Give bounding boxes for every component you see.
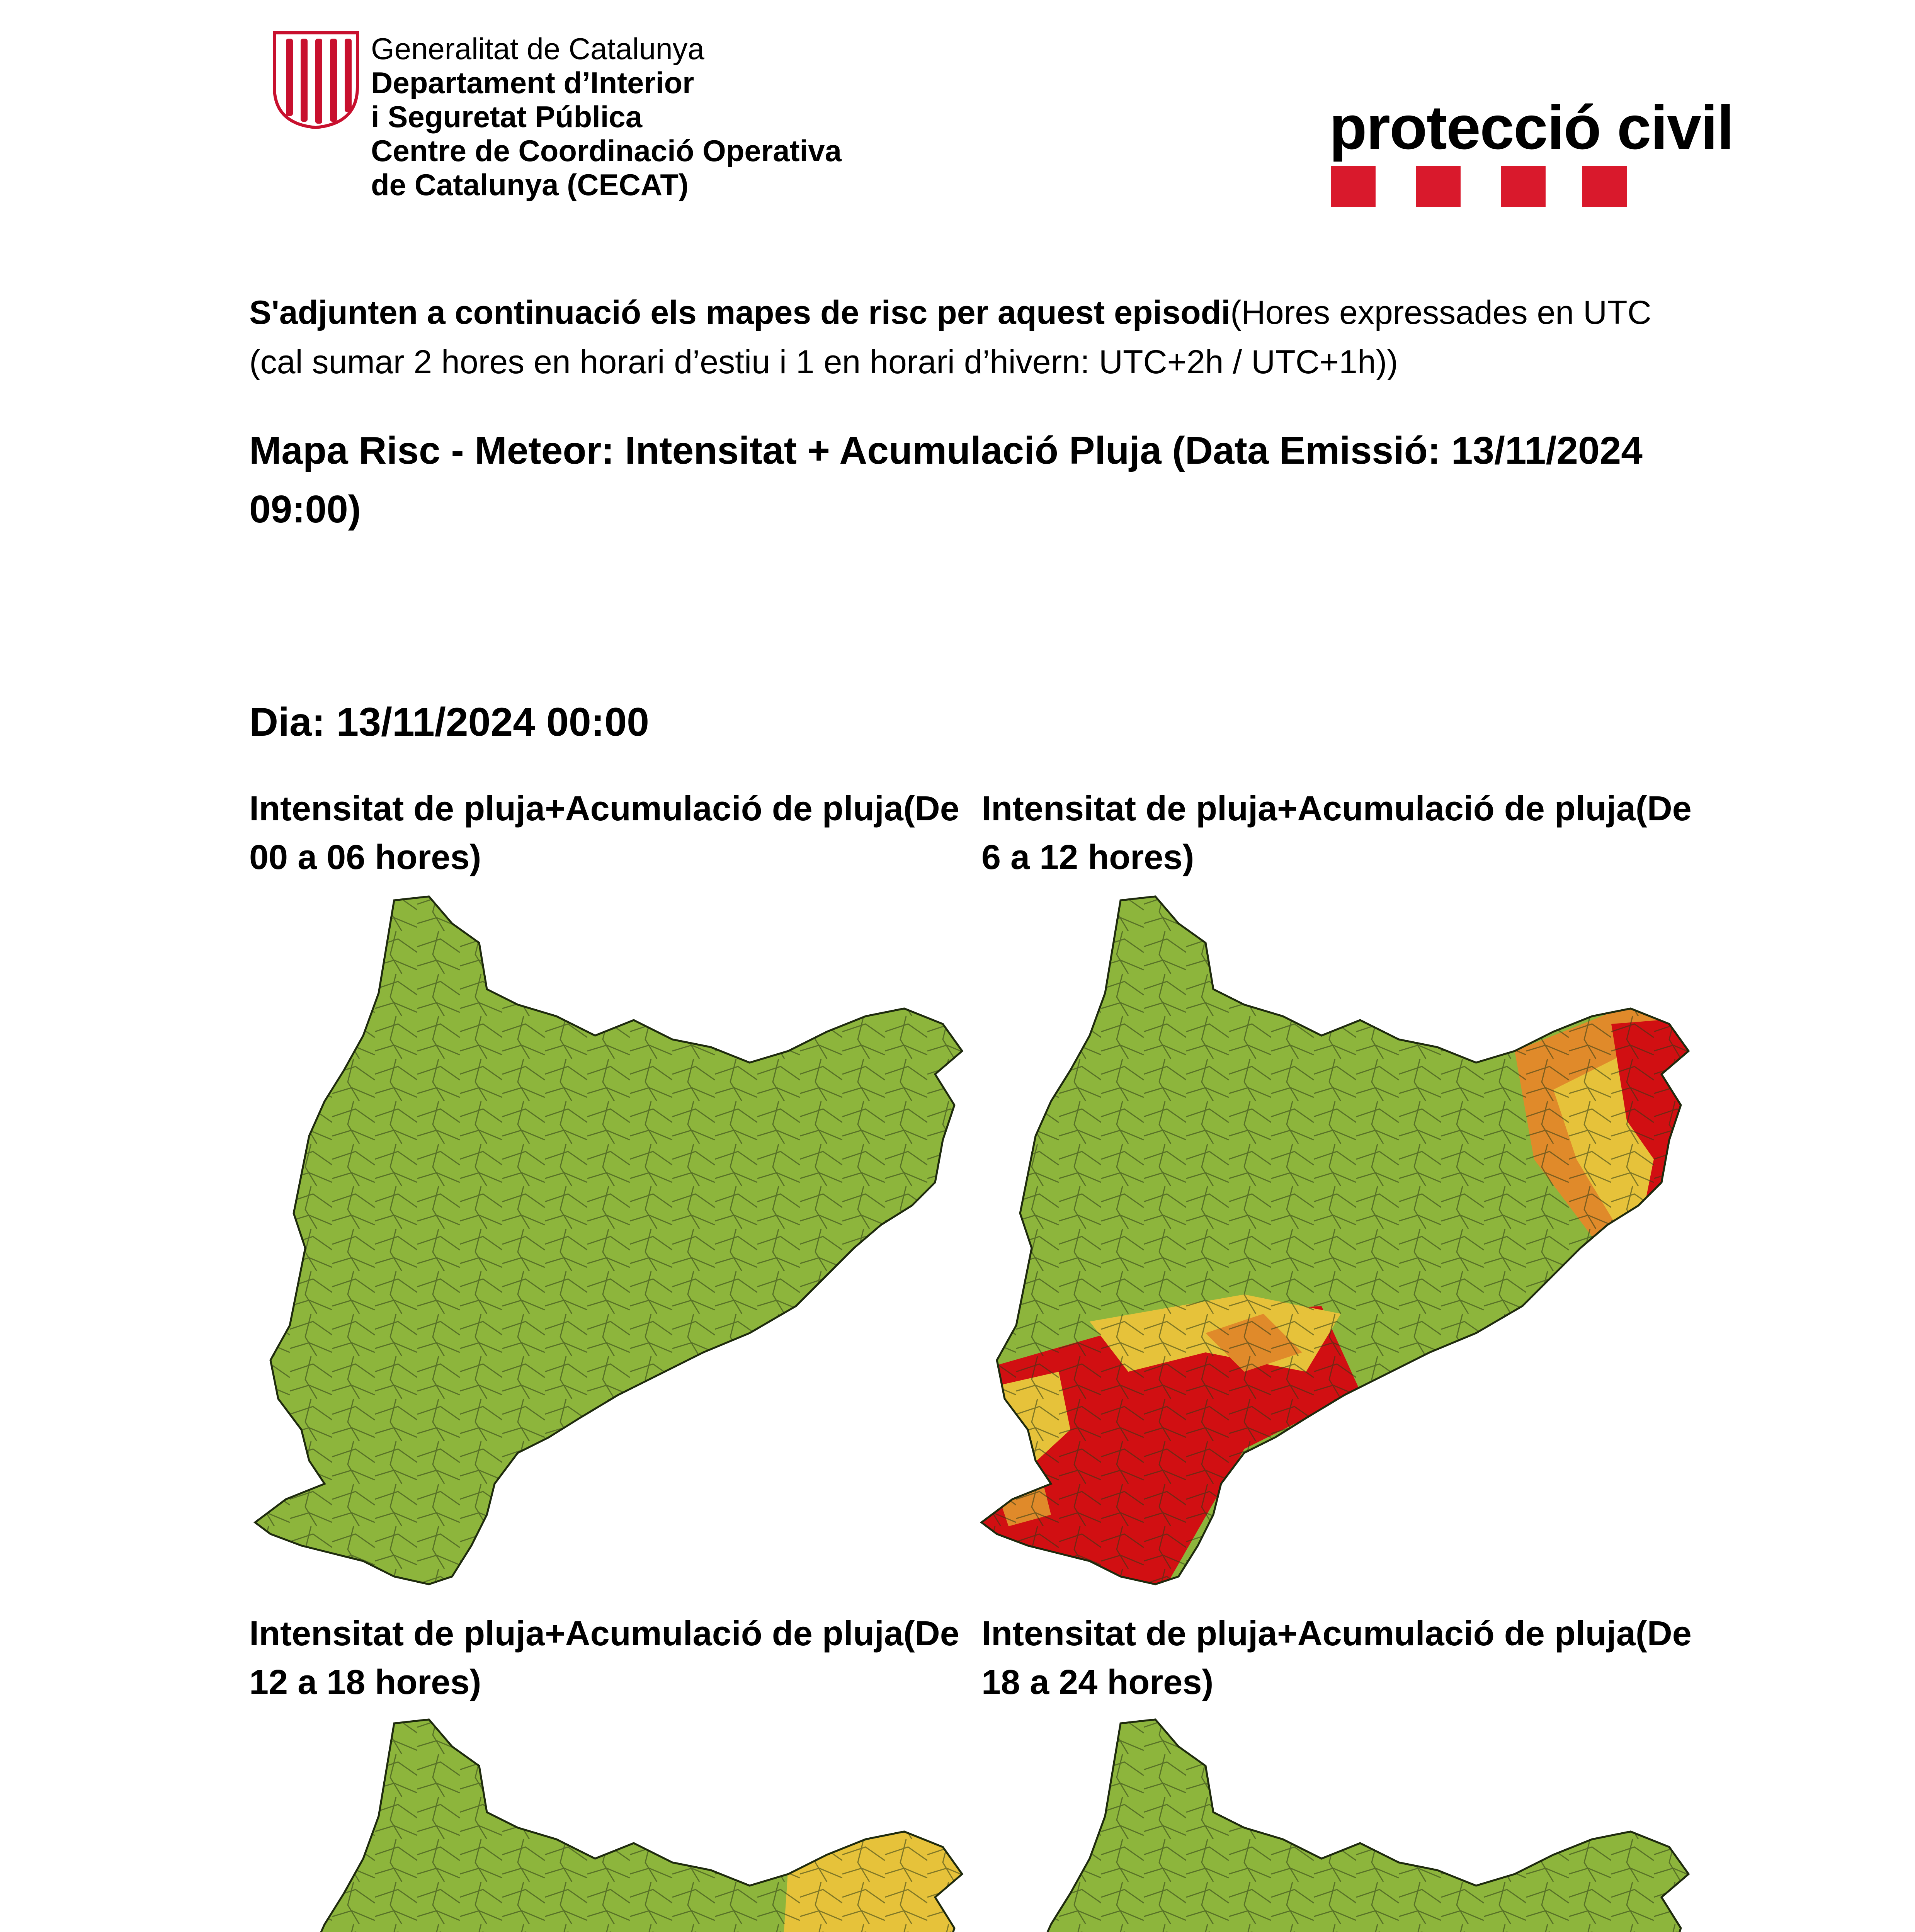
risk-map-12-18 [247,1712,981,1932]
intro-rest: (Hores expressades en UTC (cal sumar 2 hores en horari d’estiu i 1 en horari d’hivern: UTC+2h / UTC+1h)) [249,294,1651,381]
map-title-00-06: Intensitat de pluja+Acumulació de pluja(De 00 a 06 hores) [249,789,959,877]
risk-map-06-12 [974,889,1708,1592]
intro-bold: S'adjunten a continuació els mapes de risc per aquest episodi [249,294,1231,331]
org-department: Departament d’Interior [371,66,694,100]
map-title-06-12: Intensitat de pluja+Acumulació de pluja(De 6 a 12 hores) [981,789,1692,877]
risk-map-18-24 [974,1712,1708,1932]
org-name: Generalitat de Catalunya [371,32,704,66]
proteccio-civil-logo-text: protecció civil [1329,93,1733,162]
organization-block [371,32,842,202]
org-centre-2: de Catalunya (CECAT) [371,168,689,202]
map-heading: Mapa Risc - Meteor: Intensitat + Acumulació Pluja (Data Emissió: 13/11/2024 09:00) [249,429,1643,531]
generalitat-logo [270,29,361,129]
map-title-12-18: Intensitat de pluja+Acumulació de pluja(De 12 a 18 hores) [249,1614,959,1702]
intro-paragraph [249,288,1679,387]
risk-map-00-06 [247,889,981,1592]
org-department-2: i Seguretat Pública [371,100,643,134]
day-label: Dia: 13/11/2024 00:00 [249,700,650,745]
org-centre: Centre de Coordinació Operativa [371,134,842,168]
map-title-18-24: Intensitat de pluja+Acumulació de pluja(De 18 a 24 hores) [981,1614,1692,1702]
proteccio-civil-logo-squares [1331,166,1629,207]
